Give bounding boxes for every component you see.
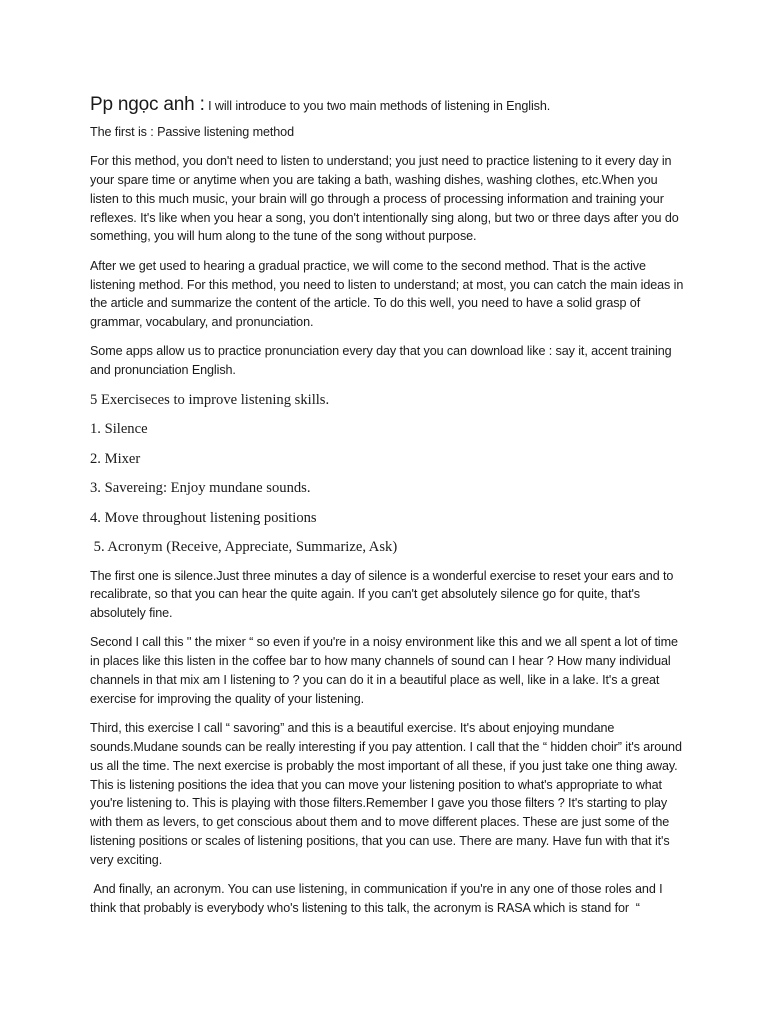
apps-paragraph: Some apps allow us to practice pronunciation every day that you can download like : say it, accent training and pronunciation English. [90, 344, 672, 378]
document-heading [90, 94, 686, 116]
silence-paragraph: The first one is silence.Just three minutes a day of silence is a wonderful exercise to reset your ears and to recalibrate, so that you can hear the quite again. If you can't get absolutely silence go for quite, that's absolutely fine. [90, 568, 674, 621]
acronym-paragraph: And finally, an acronym. You can use listening, in communication if you're in any one of those roles and I think that probably is everybody who's listening to this talk, the acronym is RASA which is stand for “ [90, 882, 666, 915]
passive-method-paragraph: For this method, you don't need to listen to understand; you just need to practice listening to it every day in your spare time or anytime when you are taking a bath, washing dishes, washing clothes, etc.When you listen to this much music, your brain will go through a process of processing information and training your reflexes. It's like when you hear a song, you don't intentionally sing along, but two or three days after you do something, you will hum along to the tune of the song without purpose. [90, 154, 679, 244]
active-method-paragraph: After we get used to hearing a gradual practice, we will come to the second method. That is the active listening method. For this method, you need to listen to understand; at most, you can catch the main ideas in the article and summarize the content of the article. To do this well, you need to have a solid grasp of grammar, vocabulary, and pronunciation. [90, 258, 684, 330]
heading-intro-text: I will introduce to you two main methods of listening in English. [204, 99, 551, 113]
first-method-line: The first is : Passive listening method [90, 125, 294, 139]
exercises-title: 5 Exerciseces to improve listening skills. [90, 391, 330, 408]
list-item: 5. Acronym (Receive, Appreciate, Summarize, Ask) [90, 539, 398, 556]
savoring-paragraph: Third, this exercise I call “ savoring” and this is a beautiful exercise. It's about enjoying mundane sounds.Mudane sounds can be really interesting if you pay attention. I call that the “ hidden choir” it's around us all the time. The next exercise is probably the most important of all these, if you just take one thing away. This is listening positions the idea that you can move your listening position to what's appropriate to what you're listening to. This is playing with those filters.Remember I gave you those filters ? It's starting to play with them as levers, to get conscious about them and to move different places. These are just some of the listening positions or scales of listening positions, that you can use. There are many. Have fun with that it's very exciting. [90, 721, 682, 867]
document-body [90, 94, 686, 928]
list-item: 1. Silence [90, 421, 148, 438]
list-item: 4. Move throughout listening positions [90, 509, 317, 526]
list-item: 3. Savereing: Enjoy mundane sounds. [90, 480, 311, 497]
list-item: 2. Mixer [90, 450, 141, 467]
mixer-paragraph: Second I call this '' the mixer “ so even if you're in a noisy environment like this and we all spent a lot of time in places like this listen in the coffee bar to how many channels of sound can I hear ? How many individual channels in that mix am I listening to ? you can do it in a beautiful place as well, like in a lake. It's a great exercise for improving the quality of your listening. [90, 635, 678, 706]
author-title: Pp ngọc anh : [90, 94, 205, 115]
